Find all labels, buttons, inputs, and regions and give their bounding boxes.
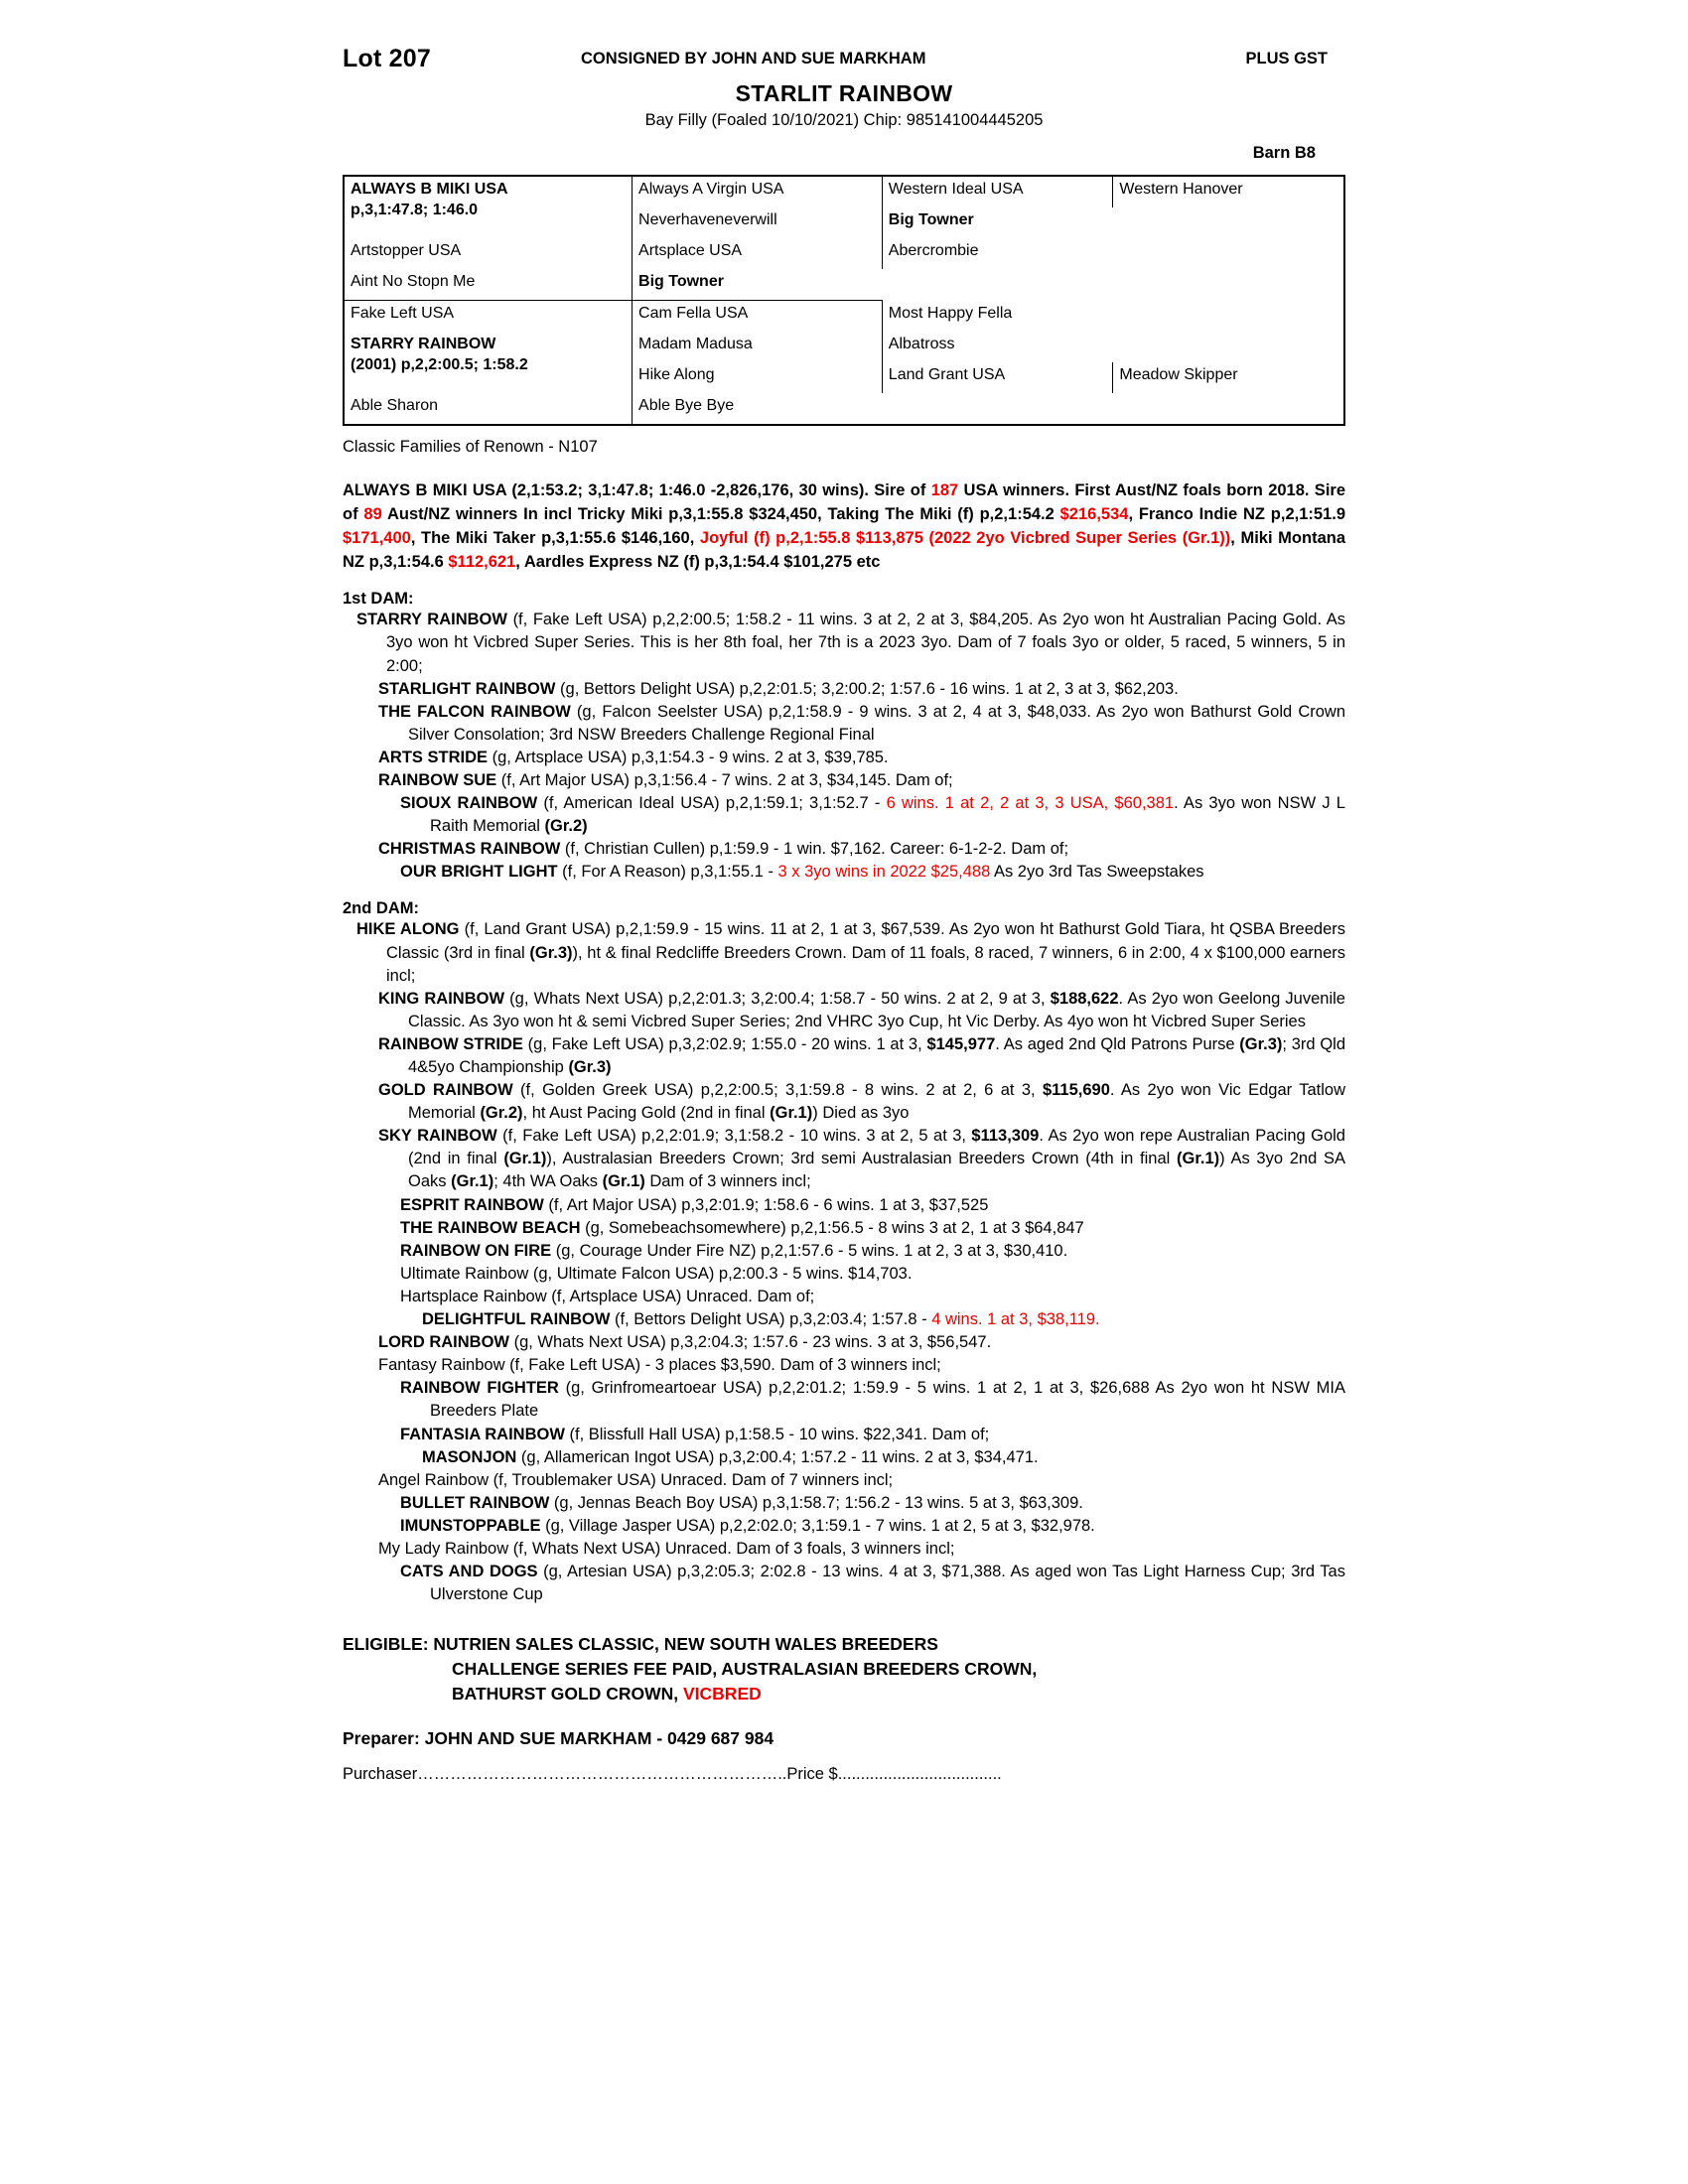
- pedigree-entry: MASONJON (g, Allamerican Ingot USA) p,3,2:00.4; 1:57.2 - 11 wins. 2 at 3, $34,471.: [422, 1447, 1039, 1466]
- pedigree-entry: RAINBOW FIGHTER (g, Grinfromeartoear USA) p,2,2:01.2; 1:59.9 - 5 wins. 1 at 2, 1 at 3, $26,688 As 2yo won ht NSW MIA Breeders Plate: [400, 1379, 1345, 1421]
- table-row: [344, 176, 1344, 207]
- ped-r2-c3: Artsplace USA: [633, 238, 883, 269]
- pedigree-entry: SIOUX RAINBOW (f, American Ideal USA) p,2,1:59.1; 3,1:52.7 - 6 wins. 1 at 2, 2 at 3, 3 USA, $60,381. As 3yo won NSW J L Raith Memorial (Gr.2): [400, 794, 1345, 836]
- table-row: [344, 238, 1344, 269]
- sire-summary: ALWAYS B MIKI USA (2,1:53.2; 3,1:47.8; 1:46.0 -2,826,176, 30 wins). Sire of 187 USA winners. First Aust/NZ foals born 2018. Sire of 89 Aust/NZ winners In incl Tricky Miki p,3,1:55.8 $324,450, Taking The Miki (f) p,2,1:54.2 $216,534, Franco Indie NZ p,2,1:51.9 $171,400, The Miki Taker p,3,1:55.6 $146,160, Joyful (f) p,2,1:55.8 $113,875 (2022 2yo Vicbred Super Series (Gr.1)), Miki Montana NZ p,3,1:54.6 $112,621, Aardles Express NZ (f) p,3,1:54.4 $101,275 etc: [343, 481, 1345, 572]
- classic-families-line: Classic Families of Renown - N107: [343, 438, 598, 456]
- horse-details: Bay Filly (Foaled 10/10/2021) Chip: 985141004445205: [644, 111, 1044, 129]
- ped-r6-c3: Land Grant USA: [882, 362, 1113, 393]
- ped-r7-c4: Able Bye Bye: [633, 393, 883, 425]
- pedigree-entry: Ultimate Rainbow (g, Ultimate Falcon USA) p,2:00.3 - 5 wins. $14,703.: [400, 1264, 913, 1283]
- pedigree-entry: Hartsplace Rainbow (f, Artsplace USA) Unraced. Dam of;: [400, 1287, 815, 1305]
- lot-number: Lot 207: [343, 45, 431, 72]
- pedigree-entry: CHRISTMAS RAINBOW (f, Christian Cullen) p,1:59.9 - 1 win. $7,162. Career: 6-1-2-2. Dam of;: [378, 840, 1069, 859]
- pedigree-entry: OUR BRIGHT LIGHT (f, For A Reason) p,3,1:55.1 - 3 x 3yo wins in 2022 $25,488 As 2yo 3rd Tas Sweepstakes: [400, 863, 1204, 882]
- dam-name: STARRY RAINBOW: [351, 336, 496, 352]
- page-content: [343, 45, 1345, 1784]
- ped-r3-c3: Aint No Stopn Me: [344, 269, 633, 301]
- ped-r1-c4: Big Towner: [882, 207, 1113, 238]
- pedigree-entry: STARRY RAINBOW (f, Fake Left USA) p,2,2:00.5; 1:58.2 - 11 wins. 3 at 2, 2 at 3, $84,205. As 2yo won ht Australian Pacing Gold. As 3yo won ht Vicbred Super Series. This is her 8th foal, her 7th is a 2023 3yo. Dam of 7 foals 3yo or older, 5 raced, 5 winners, 5 in 2:00;: [356, 611, 1345, 675]
- ped-r1-c3: Neverhaveneverwill: [633, 207, 883, 238]
- pedigree-entry: HIKE ALONG (f, Land Grant USA) p,2,1:59.9 - 15 wins. 11 at 2, 1 at 3, $67,539. As 2yo won ht Bathurst Gold Tiara, ht QSBA Breeders Classic (3rd in final (Gr.3)), ht & final Redcliffe Breeders Crown. Dam of 11 foals, 8 raced, 7 winners, 6 in 2:00, 4 x $100,000 earners incl;: [356, 920, 1346, 985]
- pedigree-entry: FANTASIA RAINBOW (f, Blissfull Hall USA) p,1:58.5 - 10 wins. $22,341. Dam of;: [400, 1425, 990, 1443]
- pedigree-entry: KING RAINBOW (g, Whats Next USA) p,2,2:01.3; 3,2:00.4; 1:58.7 - 50 wins. 2 at 2, 9 at 3, $188,622. As 2yo won Geelong Juvenile Classic. As 3yo won ht & semi Vicbred Super Series; 2nd VHRC 3yo Cup, ht Vic Derby. As 4yo won ht Vicbred Super Series: [378, 989, 1345, 1030]
- dam-record: (2001) p,2,2:00.5; 1:58.2: [351, 356, 528, 374]
- pedigree-entry: GOLD RAINBOW (f, Golden Greek USA) p,2,2:00.5; 3,1:59.8 - 8 wins. 2 at 2, 6 at 3, $115,690. As 2yo won Vic Edgar Tatlow Memorial (Gr.2), ht Aust Pacing Gold (2nd in final (Gr.1)) Died as 3yo: [378, 1081, 1345, 1123]
- page-title: STARLIT RAINBOW: [735, 80, 953, 106]
- dam-section-heading: 2nd DAM:: [343, 899, 419, 918]
- ped-r5-c3: Madam Madusa: [633, 332, 883, 362]
- barn-label: Barn B8: [1252, 144, 1316, 162]
- pedigree-entries: [343, 590, 1345, 1606]
- ped-r6-c4: Meadow Skipper: [1113, 362, 1344, 393]
- ped-r4-c4: Most Happy Fella: [882, 301, 1113, 333]
- table-row: [344, 332, 1344, 362]
- ped-r0-c3: Western Ideal USA: [882, 176, 1113, 207]
- dam-cell: [344, 332, 633, 393]
- pedigree-entry: ESPRIT RAINBOW (f, Art Major USA) p,3,2:01.9; 1:58.6 - 6 wins. 1 at 3, $37,525: [400, 1195, 989, 1214]
- pedigree-entry: Fantasy Rainbow (f, Fake Left USA) - 3 places $3,590. Dam of 3 winners incl;: [378, 1356, 941, 1375]
- pedigree-entry: ARTS STRIDE (g, Artsplace USA) p,3,1:54.3 - 9 wins. 2 at 3, $39,785.: [378, 748, 889, 766]
- sire-record: p,3,1:47.8; 1:46.0: [351, 202, 479, 219]
- pedigree-entry: RAINBOW STRIDE (g, Fake Left USA) p,3,2:02.9; 1:55.0 - 20 wins. 1 at 3, $145,977. As aged 2nd Qld Patrons Purse (Gr.3); 3rd Qld 4&5yo Championship (Gr.3): [378, 1034, 1346, 1076]
- ped-r4-c3: Cam Fella USA: [633, 301, 883, 333]
- eligible-block: ELIGIBLE: NUTRIEN SALES CLASSIC, NEW SOUTH WALES BREEDERS CHALLENGE SERIES FEE PAID, AUSTRALASIAN BREEDERS CROWN, BATHURST GOLD CROWN, VICBRED: [343, 1634, 1038, 1704]
- ped-r6-c2: Hike Along: [633, 362, 883, 393]
- dam-section-heading: 1st DAM:: [343, 590, 414, 609]
- ped-r4-c2: Fake Left USA: [344, 301, 633, 333]
- pedigree-entry: IMUNSTOPPABLE (g, Village Jasper USA) p,2,2:02.0; 3,1:59.1 - 7 wins. 1 at 2, 5 at 3, $32,978.: [400, 1516, 1095, 1535]
- pedigree-entry: CATS AND DOGS (g, Artesian USA) p,3,2:05.3; 2:02.8 - 13 wins. 4 at 3, $71,388. As aged won Tas Light Harness Cup; 3rd Tas Ulverstone Cup: [400, 1563, 1345, 1604]
- pedigree-entry: LORD RAINBOW (g, Whats Next USA) p,3,2:04.3; 1:57.6 - 23 wins. 3 at 3, $56,547.: [378, 1333, 992, 1352]
- pedigree-body: [344, 176, 1344, 425]
- pedigree-entry: THE RAINBOW BEACH (g, Somebeachsomewhere) p,2,1:56.5 - 8 wins 3 at 2, 1 at 3 $64,847: [400, 1218, 1084, 1237]
- sire-cell: [344, 176, 633, 238]
- pedigree-table: [343, 175, 1345, 426]
- pedigree-entry: My Lady Rainbow (f, Whats Next USA) Unraced. Dam of 3 foals, 3 winners incl;: [378, 1539, 955, 1558]
- ped-r3-c4: Big Towner: [633, 269, 883, 301]
- preparer-line: Preparer: JOHN AND SUE MARKHAM - 0429 687 984: [343, 1727, 774, 1748]
- header-row: [343, 45, 1345, 78]
- ped-r0-c2: Always A Virgin USA: [633, 176, 883, 207]
- plus-gst-label: PLUS GST: [1245, 50, 1328, 68]
- consignor-line: CONSIGNED BY JOHN AND SUE MARKHAM: [581, 50, 926, 68]
- ped-r0-c4: Western Hanover: [1113, 176, 1344, 207]
- ped-r7-c3: Able Sharon: [344, 393, 633, 425]
- pedigree-entry: Angel Rainbow (f, Troublemaker USA) Unraced. Dam of 7 winners incl;: [378, 1470, 894, 1489]
- pedigree-entry: THE FALCON RAINBOW (g, Falcon Seelster USA) p,2,1:58.9 - 9 wins. 3 at 2, 4 at 3, $48,033. As 2yo won Bathurst Gold Crown Silver Consolation; 3rd NSW Breeders Challenge Regional Final: [378, 702, 1346, 744]
- ped-r5-c4: Albatross: [882, 332, 1113, 362]
- pedigree-entry: DELIGHTFUL RAINBOW (f, Bettors Delight USA) p,3,2:03.4; 1:57.8 - 4 wins. 1 at 3, $38,119.: [422, 1310, 1100, 1329]
- ped-r2-c4: Abercrombie: [882, 238, 1113, 269]
- pedigree-entry: STARLIGHT RAINBOW (g, Bettors Delight USA) p,2,2:01.5; 3,2:00.2; 1:57.6 - 16 wins. 1 at 2, 3 at 3, $62,203.: [378, 679, 1179, 698]
- pedigree-entry: RAINBOW SUE (f, Art Major USA) p,3,1:56.4 - 7 wins. 2 at 3, $34,145. Dam of;: [378, 770, 953, 789]
- pedigree-entry: BULLET RAINBOW (g, Jennas Beach Boy USA) p,3,1:58.7; 1:56.2 - 13 wins. 5 at 3, $63,309.: [400, 1493, 1083, 1512]
- ped-r2-c2: Artstopper USA: [344, 238, 633, 269]
- table-row: [344, 269, 1344, 301]
- sire-name: ALWAYS B MIKI USA: [351, 181, 508, 198]
- table-row: [344, 393, 1344, 425]
- pedigree-entry: SKY RAINBOW (f, Fake Left USA) p,2,2:01.9; 3,1:58.2 - 10 wins. 3 at 2, 5 at 3, $113,309. As 2yo won repe Australian Pacing Gold (2nd in final (Gr.1)), Australasian Breeders Crown; 3rd semi Australasian Breeders Crown (4th in final (Gr.1)) As 3yo 2nd SA Oaks (Gr.1); 4th WA Oaks (Gr.1) Dam of 3 winners incl;: [378, 1127, 1346, 1191]
- pedigree-entry: RAINBOW ON FIRE (g, Courage Under Fire NZ) p,2,1:57.6 - 5 wins. 1 at 2, 3 at 3, $30,410.: [400, 1241, 1068, 1260]
- table-row: [344, 301, 1344, 333]
- purchaser-line: Purchaser…………………………………………………………..Price $....................................: [343, 1764, 1002, 1783]
